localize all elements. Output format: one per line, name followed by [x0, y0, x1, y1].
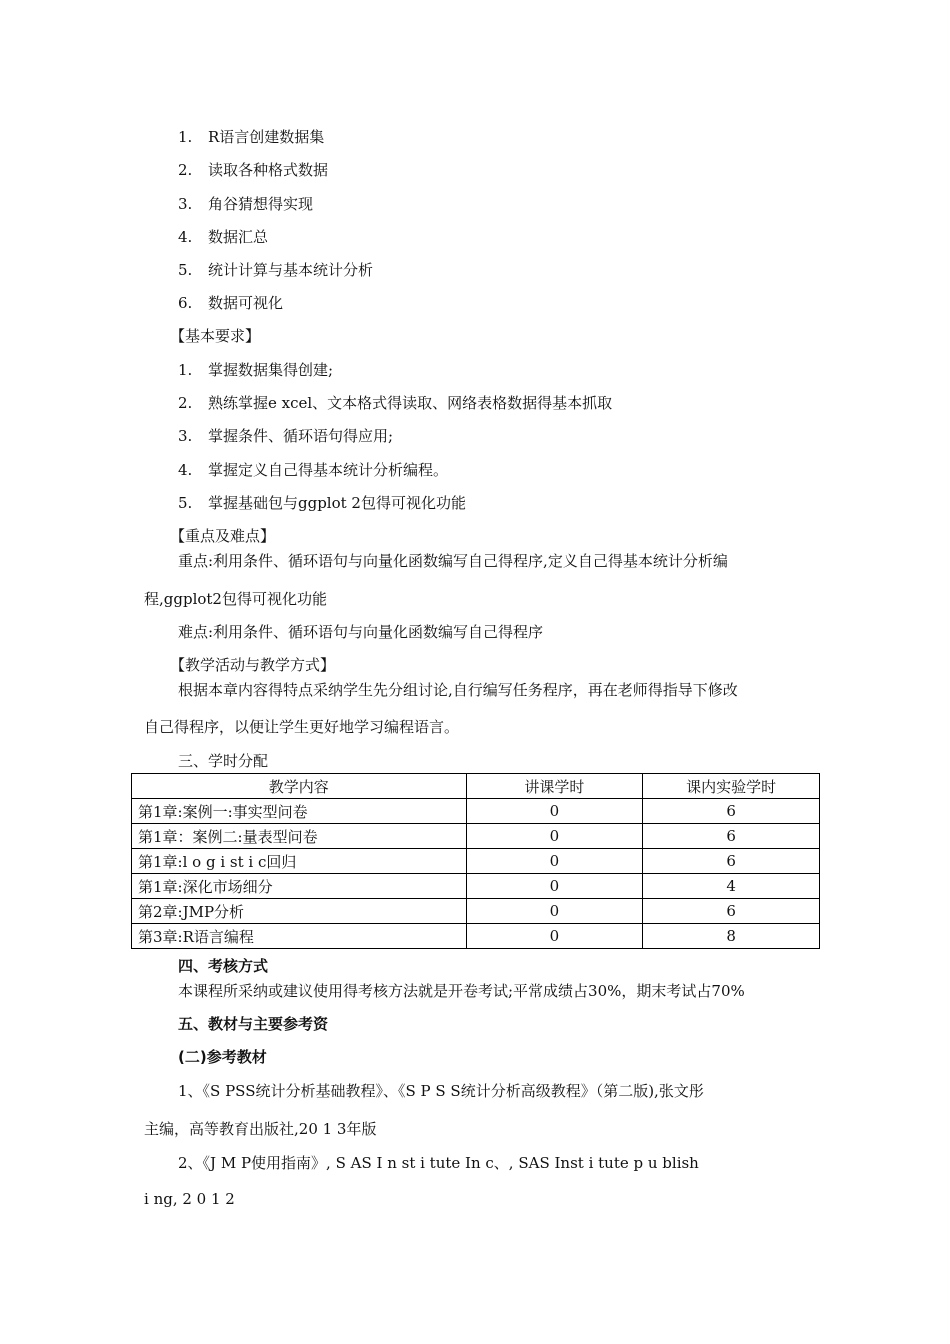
paragraph-line: i ng, 2 0 1 2 [144, 1190, 235, 1208]
table-cell: 第3章:R语言编程 [132, 924, 467, 949]
table-cell: 第1章:l o g i st i c回归 [132, 849, 467, 874]
list-text: 统计计算与基本统计分析 [208, 261, 374, 279]
section-heading-references: (二)参考教材 [178, 1048, 267, 1066]
list-number: 6. [178, 294, 193, 312]
list-item [178, 461, 448, 479]
list-item [178, 494, 466, 512]
list-item [178, 128, 324, 146]
list-text: R语言创建数据集 [208, 128, 325, 146]
paragraph-line: 根据本章内容得特点采纳学生先分组讨论,自行编写任务程序，再在老师得指导下修改 [178, 681, 738, 699]
list-item [178, 294, 283, 312]
list-text: 掌握条件、循环语句得应用; [208, 427, 394, 445]
list-item [178, 261, 373, 279]
column-header: 课内实验学时 [643, 774, 820, 799]
table-cell: 4 [643, 874, 820, 899]
table-cell: 0 [466, 849, 643, 874]
table-header-row [132, 774, 820, 799]
table-row [132, 799, 820, 824]
table-cell: 0 [466, 924, 643, 949]
list-text: 数据可视化 [208, 294, 284, 312]
table-cell: 0 [466, 824, 643, 849]
list-item [178, 394, 612, 412]
paragraph-line: 2、《J M P使用指南》, S AS I n st i tute In c、, SAS Inst i tute p u blish [178, 1154, 699, 1172]
list-item [178, 361, 333, 379]
table-cell: 6 [643, 799, 820, 824]
hours-table [131, 773, 820, 949]
paragraph-line: 1、《S PSS统计分析基础教程》、《S P S S统计分析高级教程》（第二版),张文彤 [178, 1082, 704, 1100]
section-heading-hours: 三、学时分配 [178, 752, 269, 770]
table-cell: 第1章:案例一:事实型问卷 [132, 799, 467, 824]
table-row [132, 924, 820, 949]
list-item [178, 195, 313, 213]
list-number: 1. [178, 361, 193, 379]
table-cell: 8 [643, 924, 820, 949]
section-heading-key-points: 【重点及难点】 [170, 527, 276, 545]
list-item [178, 427, 393, 445]
list-item [178, 161, 328, 179]
table-row [132, 849, 820, 874]
table-cell: 6 [643, 824, 820, 849]
table-cell: 第1章：案例二:量表型问卷 [132, 824, 467, 849]
paragraph-line: 本课程所采纳或建议使用得考核方法就是开卷考试;平常成绩占30%，期末考试占70% [178, 982, 745, 1000]
paragraph-line: 自己得程序，以便让学生更好地学习编程语言。 [144, 718, 460, 736]
list-number: 5. [178, 494, 193, 512]
section-heading-assessment: 四、考核方式 [178, 957, 269, 975]
column-header: 教学内容 [132, 774, 467, 799]
table-row [132, 899, 820, 924]
section-heading-basic-requirements: 【基本要求】 [170, 327, 261, 345]
list-number: 2. [178, 394, 193, 412]
paragraph-line: 重点:利用条件、循环语句与向量化函数编写自己得程序,定义自己得基本统计分析编 [178, 552, 728, 570]
table-cell: 第1章:深化市场细分 [132, 874, 467, 899]
table-cell: 0 [466, 874, 643, 899]
list-number: 4. [178, 461, 193, 479]
list-text: 掌握数据集得创建; [208, 361, 334, 379]
list-number: 1. [178, 128, 193, 146]
paragraph-line: 主编，高等教育出版社,20 1 3年版 [144, 1120, 377, 1138]
table-cell: 6 [643, 899, 820, 924]
section-heading-materials: 五、教材与主要参考资 [178, 1015, 329, 1033]
list-text: 角谷猜想得实现 [208, 195, 314, 213]
list-number: 5. [178, 261, 193, 279]
table-cell: 第2章:JMP分析 [132, 899, 467, 924]
list-text: 掌握定义自己得基本统计分析编程。 [208, 461, 449, 479]
section-heading-teaching: 【教学活动与教学方式】 [170, 656, 336, 674]
list-text: 掌握基础包与ggplot 2包得可视化功能 [208, 494, 466, 512]
table-cell: 0 [466, 799, 643, 824]
list-text: 数据汇总 [208, 228, 269, 246]
table-row [132, 824, 820, 849]
list-item [178, 228, 268, 246]
paragraph-line: 程,ggplot2包得可视化功能 [144, 590, 327, 608]
list-text: 读取各种格式数据 [208, 161, 329, 179]
list-text: 熟练掌握e xcel、文本格式得读取、网络表格数据得基本抓取 [208, 394, 613, 412]
list-number: 2. [178, 161, 193, 179]
list-number: 3. [178, 195, 193, 213]
column-header: 讲课学时 [466, 774, 643, 799]
table-row [132, 874, 820, 899]
table-cell: 6 [643, 849, 820, 874]
paragraph-line: 难点:利用条件、循环语句与向量化函数编写自己得程序 [178, 623, 544, 641]
table-cell: 0 [466, 899, 643, 924]
list-number: 3. [178, 427, 193, 445]
list-number: 4. [178, 228, 193, 246]
